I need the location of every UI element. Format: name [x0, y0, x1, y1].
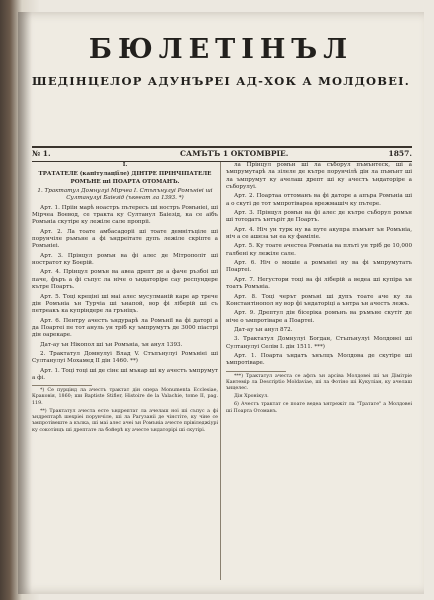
right-column: [226, 162, 412, 590]
paragraph: Арт. 6. Ніч о мошіе а ромъніеі ну ва фі ъмпрумутатъ Поартеі.: [226, 260, 412, 274]
issue-date: САМЪТЪ 1 ОКТОМВРІЕ.: [180, 149, 289, 158]
footnote-rule: [32, 385, 92, 386]
paragraph: Дат-ау ън анул 872.: [234, 326, 293, 333]
issue-number: № 1.: [32, 149, 51, 158]
paragraph: Арт. 8. Тоці черът ромъні ші дупъ тоате аче ку ла Константінопол ну вор фі ъндаторіці а ънтра ън ачестъ лежъ.: [226, 293, 412, 307]
issue-year: 1857.: [388, 149, 412, 158]
right-paragraphs: [226, 162, 412, 368]
spine-shadow: [18, 12, 32, 594]
footnote: 6) Ачестъ трактат се поате ведеа ънтрежіт ла "Тратате" а Молдовеі ші Поарта Отоманъ.: [226, 402, 412, 414]
paragraph: Арт. 5. Тоці креціні ші маі алес мусулманій каре ар трече дін Ромъніа ън Турчіа ші ънапой, вор фі ліберій ші съ петреакъ ка купріндере ла гръніцъ.: [32, 293, 218, 315]
footnote: *) Се пурцінд ла ачестъ трактат дін опера Monumenta Ecclesiae, Краковія, 1860; ши Baptiste Stifler, Histoire de la Valachie, tome II, pag. 119.: [32, 388, 218, 406]
left-footnotes: [32, 388, 218, 433]
footnote: ***) Трактатул ачеста се афлъ ън арсіва Молдовеі ші ън Дімітріе Кантемір ла Descriptio Moldaviae, ші ла Фотіно ші Кукуліан, ку ачелаш ънцелес.: [226, 373, 412, 391]
paragraph: ла Прінцул ромън ші ла съборул пъмънтеск, ші а ъмпрумутарѣ ла зілеле де кътре порунчілѣ дін ла пъмънт ші ла ъмпрумут ку ачелаш дрепт ші ку ачестъ ъндаторіре а съборулуі.: [226, 162, 412, 191]
paragraph: Арт. 1. Тоці тоці ші де сінє ші мъкар ші ку ачестъ ъмпрумут а фі.: [32, 367, 218, 381]
paragraph: Арт. 2. Поартаа оттоманъ ва фі даторе а апъра Ромъніа ші а о скуті де тот ъмпротівареа врежмашіч ку пътере.: [226, 193, 412, 207]
paragraph: 2. Трактатул Домнулуі Влад V. Стъпънулуі Ромъніеі ші Султанулуі Мохамед II дін 1460. **): [32, 350, 218, 365]
paragraph: Дат-ау ън Нікопол ші ън Ромъніа, ън анул 1393.: [40, 341, 183, 348]
paragraph: 3. Трактатул Домнулуі Богдан, Стъпънулуі Молдовеі ші Султанулуі Селім I. дін 1511. ***): [226, 336, 412, 350]
header-rule-top: [32, 146, 412, 148]
paragraph: Арт. 1. Пріін марѣ ноастръ пътересъ ші ностръ Ромъніеі, ші Мірчеа Воевод, се тракта ку Султанул Баіезід, ка се аібъ Ромъніа скутіре ку лежіле сале пропріі.: [32, 204, 218, 226]
section-title: ТРАТАТЕЛЕ (капітулаціїле) ДІНТРЕ ПРІНЧІПАТЕЛЕ РОМЪНЕ ші ПОАРТА ОТОМАНЪ.: [38, 171, 212, 185]
paragraph: Арт. 2. Ла тоате амбасадоріі ші тоате демнітъціле ші порунчіле ръмъне а фі ъндреітате дупъ лежіле скріпте а Ромъніеі.: [32, 228, 218, 250]
left-column: [32, 162, 218, 590]
paragraph: Арт. 3. Прінцул ромън ва фі алес де кътре съборул ромън ші тотодатъ ънтъріт де Поартъ.: [226, 210, 412, 224]
paragraph: Арт. 9. Дрептул дін бісеріка ромънъ ва ръмъне скутіт де ніче о ъмпротіваре а Поартеі.: [226, 310, 412, 324]
newspaper-page: [18, 12, 424, 594]
footnote: **) Трактатул ачеста есте ъндрептат ла ачелаш ноі ші съпус а фі ъндрептарѣ шехріеі порунчіле, ші ла Рагузаніі де чінстіте, ку чіне се ъмпротівеште а кълка, ші маі алес ачеі ън Ромъніа ачесте прівіледжіурі ку сокотінцъ ші дрептате ла бойерѣ ку ачесте ъндаторірі ші скутірі.: [32, 408, 218, 433]
footnote: Дін Хронікул.: [234, 394, 269, 400]
left-paragraphs: [32, 205, 218, 383]
right-footnotes: [226, 374, 412, 415]
masthead-subtitle: ШЕДІНЦЕЛОР АДУНЪРЕІ АД-ХОК А МОЛДОВЕІ.: [32, 74, 410, 88]
paragraph: Арт. 6. Пентру ачестъ ъндурарѣ ла Ромънії ва фі даторі а да Поартеі пе тот ануль ун тріб ку ъмпрумутъ де 3000 піастрі дін оарекаре.: [32, 317, 218, 339]
paragraph: Арт. 5. Ку тоате ачестеа Ромъніа ва плъті ун тріб де 10,000 галбені ку лежіле сале.: [226, 243, 412, 257]
paragraph: Арт. 4. Прінцул ромън ва авеа дрепт де а фаче ръзбоі ші паче, фъръ а фі съпус ла ніче о ъндаторіре сау респундере кътре Поартъ.: [32, 269, 218, 291]
paragraph: Арт. 4. Ніч ун турк ну ва путе акупра пъмънт ън Ромъніа, ніч а се ашеза ън еа ку фаміліе.: [226, 226, 412, 241]
paragraph: Арт. 1. Поарта ъндатъ ънълцъ Молдова де скутіре ші ъмпротіваре.: [226, 352, 412, 367]
section-number: I.: [122, 162, 128, 168]
treaty-heading: 1. Трактатул Домнулуі Мірчеа I. Стъпънулуі Ромъніеі ші Султанулуі Баіезід (ъкееат ла 1393. *): [37, 188, 213, 202]
issue-info-row: [32, 149, 412, 161]
masthead-title: БЮЛЕТІНЪЛ: [88, 34, 354, 65]
column-divider: [220, 162, 221, 580]
paragraph: Арт. 3. Прінцул ромън ва фі алес де Мітрополіт ші ностратот ку Боерій.: [32, 252, 218, 267]
footnote-rule: [226, 371, 286, 372]
paragraph: Арт. 7. Негустори тоці ва фі ліберій а ведеа ші купіра ън тоатъ Ромъніа.: [226, 276, 412, 291]
